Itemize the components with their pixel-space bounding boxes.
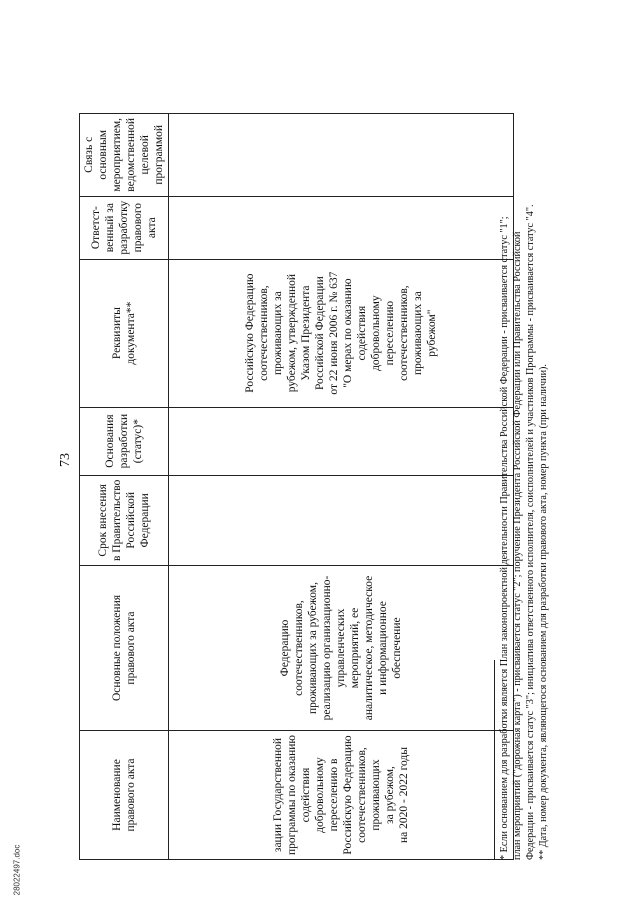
cell-text-line: от 22 июня 2006 г. № 637	[328, 271, 340, 395]
cell-text-line: переселению в	[328, 758, 340, 832]
cell-text-line: Федерации	[139, 493, 151, 548]
cell-deadline	[169, 475, 514, 565]
cell-text-line: "О мерах по оказанию	[342, 278, 354, 388]
cell-text-line: документа**	[125, 301, 137, 365]
cell-text-line: разработки	[118, 413, 130, 469]
file-reference: 28022497.doc	[12, 844, 22, 896]
cell-act-name	[169, 731, 514, 860]
header-cell-deadline	[80, 475, 169, 565]
cell-text-line: мероприятий, ее	[349, 607, 361, 689]
cell-text-line: (статус)*	[132, 419, 144, 464]
cell-text-line: проживающих за	[412, 291, 424, 375]
cell-basis	[169, 407, 514, 475]
cell-text-line: соотечественников,	[356, 747, 368, 843]
cell-text-line: зации Государственной	[272, 737, 284, 853]
cell-text-line: Ответст-	[90, 206, 102, 250]
cell-text-line: акта	[146, 217, 158, 239]
cell-text-line: Связь с	[83, 136, 95, 173]
cell-text-line: управленческих	[335, 608, 347, 688]
cell-text-line: обеспечение	[391, 617, 403, 679]
cell-text-line: программы по оказанию	[286, 735, 298, 855]
footnote-line: * Если основанием для разработки является План законопроектной деятельности Правительства Российской Федерации - присваивается статус "1";	[499, 216, 510, 860]
header-cell-name	[80, 731, 169, 860]
cell-text-line: рубежом, утвержденной	[286, 273, 298, 393]
rotated-page-content	[0, 35, 594, 880]
header-cell-details	[80, 259, 169, 407]
cell-text-line: на 2020 - 2022 годы	[398, 747, 410, 844]
legal-acts-table	[79, 113, 514, 860]
header-cell-link	[80, 113, 169, 196]
cell-text-line: соотечественников,	[258, 285, 270, 381]
cell-text-line: Наименование	[111, 759, 123, 831]
cell-text-line: Основания	[104, 414, 116, 468]
footnote-line: Федерации - присваивается статус "3"; инициатива ответственного исполнителя, соисполнителей и участников Программы - присваивается статус "4".	[525, 204, 536, 860]
table-header-row	[80, 113, 169, 859]
cell-text-line: Российской	[125, 491, 137, 549]
cell-document-details	[169, 259, 514, 407]
header-cell-basis	[80, 407, 169, 475]
cell-text-line: содействия	[300, 767, 312, 823]
cell-text-line: содействия	[356, 305, 368, 361]
cell-text-line: ведомственной	[125, 117, 137, 192]
cell-text-line: за рубежом,	[384, 766, 396, 824]
cell-text-line: добровольному	[314, 757, 326, 833]
cell-text-line: программой	[153, 124, 165, 185]
cell-provisions	[169, 566, 514, 731]
page-number: 73	[58, 453, 73, 467]
cell-text-line: и информационное	[377, 601, 389, 695]
footnote-line: план мероприятий ("дорожная карта") - присваивается статус "2"; поручение Президента Российской Федерации или Правительства Российской	[512, 231, 523, 860]
cell-text-line: аналитическое, методическое	[363, 575, 375, 721]
cell-text-line: целевой	[139, 135, 151, 175]
cell-text-line: Основные положения	[111, 594, 123, 702]
cell-text-line: правового акта	[125, 758, 137, 832]
cell-link	[169, 113, 514, 196]
cell-text-line: правового акта	[125, 611, 137, 685]
cell-text-line: проживающих	[370, 759, 382, 831]
cell-text-line: разработку	[118, 200, 130, 255]
cell-text-line: Указом Президента	[300, 285, 312, 381]
cell-text-line: Реквизиты	[111, 307, 123, 360]
cell-text-line: венный за	[104, 203, 116, 253]
cell-text-line: правового	[132, 202, 144, 253]
table-row	[169, 113, 514, 859]
cell-text-line: переселению	[384, 300, 396, 366]
cell-text-line: Срок внесения	[97, 484, 109, 557]
cell-text-line: Федерацию	[279, 619, 291, 677]
cell-text-line: Российской Федерации	[314, 276, 326, 391]
footnote-line: ** Дата, номер документа, являющегося основанием для разработки правового акта, номер пункта (при наличии).	[538, 364, 549, 860]
cell-text-line: добровольному	[370, 295, 382, 371]
header-cell-responsible	[80, 196, 169, 259]
header-cell-provisions	[80, 566, 169, 731]
cell-text-line: Российскую Федерацию	[244, 273, 256, 393]
cell-text-line: Российскую Федерацию	[342, 735, 354, 855]
cell-text-line: мероприятием,	[111, 117, 123, 192]
cell-text-line: в Правительство	[111, 479, 123, 562]
cell-text-line: соотечественников,	[293, 600, 305, 696]
cell-text-line: рубежом"	[426, 309, 438, 357]
cell-text-line: соотечественников,	[398, 285, 410, 381]
cell-text-line: реализацию организационно-	[321, 575, 333, 721]
cell-text-line: проживающих за	[272, 291, 284, 375]
cell-responsible	[169, 196, 514, 259]
footnotes	[494, 60, 550, 860]
cell-text-line: основным	[97, 129, 109, 180]
cell-text-line: проживающих за рубежом,	[307, 582, 319, 714]
footnote-divider	[494, 660, 495, 860]
